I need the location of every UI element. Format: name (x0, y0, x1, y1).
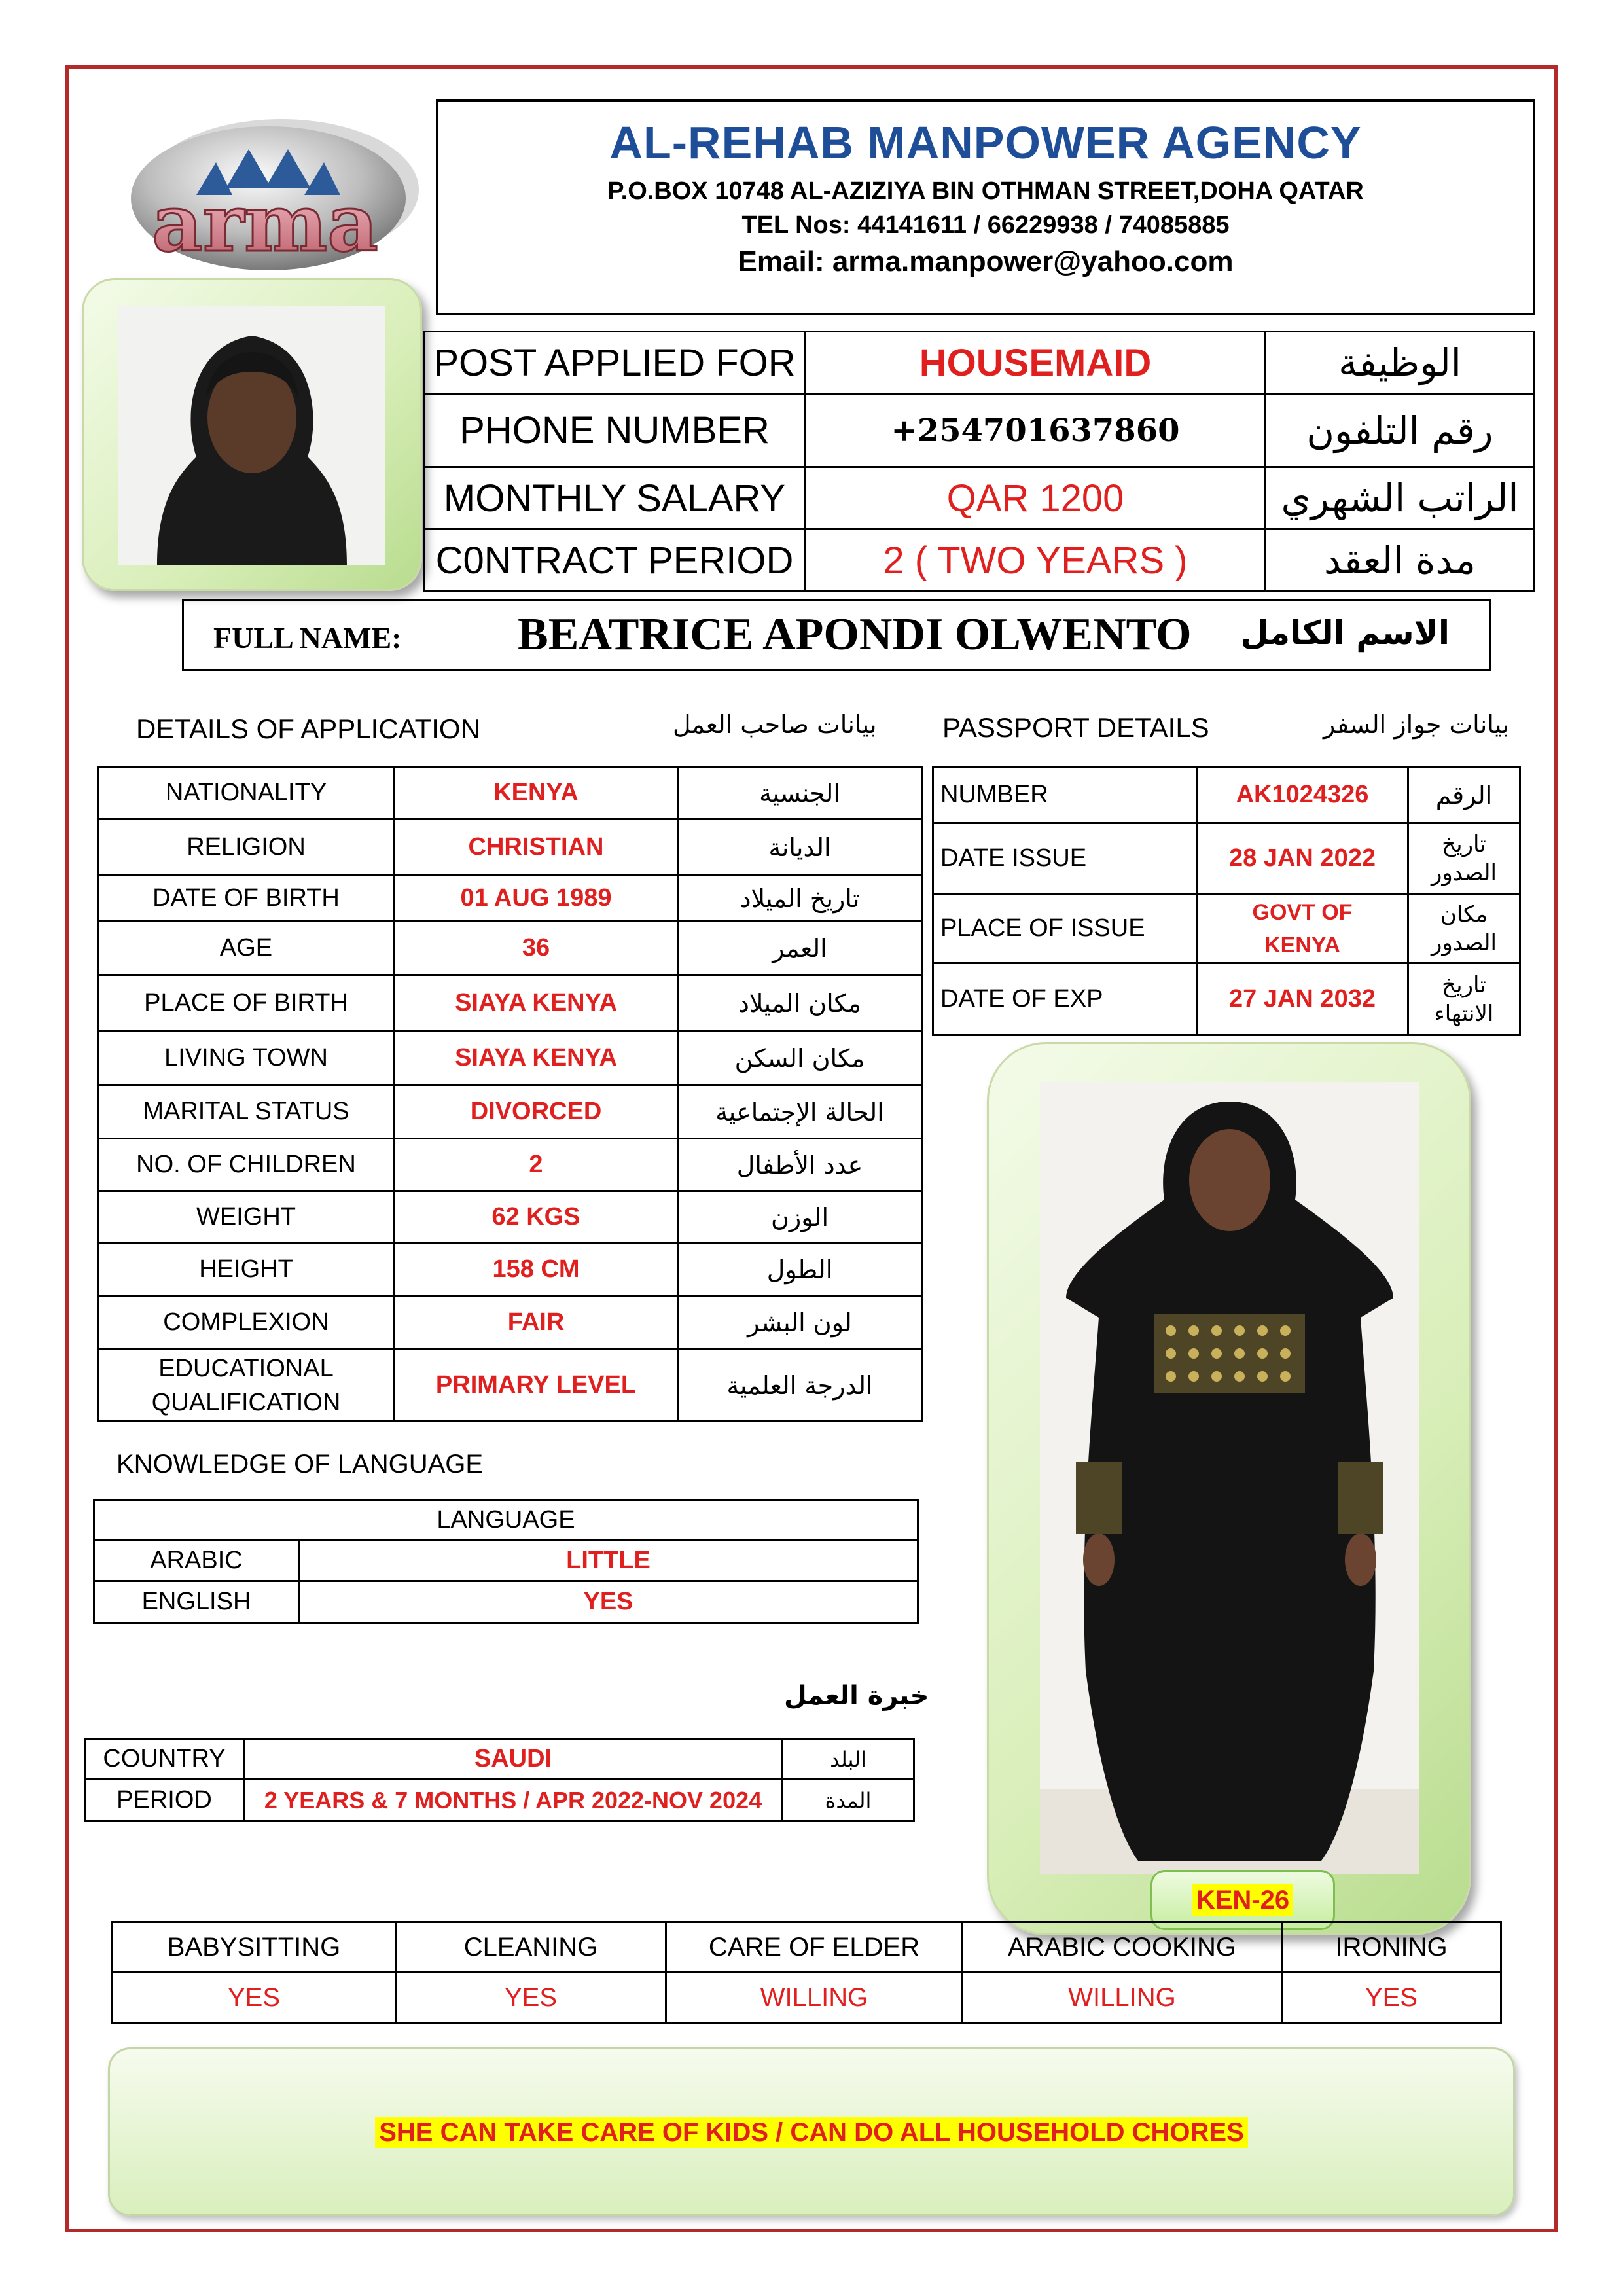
application-value: 01 AUG 1989 (395, 876, 678, 922)
application-arabic: الجنسية (678, 767, 922, 819)
skill-value: WILLING (963, 1973, 1282, 2023)
passport-value-line: GOVT OF (1252, 899, 1353, 925)
passport-arabic-line: تاريخ (1442, 831, 1486, 857)
job-arabic: مدة العقد (1266, 529, 1535, 592)
passport-title-arabic: بيانات جواز السفر (1323, 710, 1509, 739)
language-title: KNOWLEDGE OF LANGUAGE (116, 1450, 484, 1479)
portrait-photo-frame (82, 278, 422, 591)
job-label: C0NTRACT PERIOD (424, 529, 806, 592)
passport-row (933, 767, 1520, 823)
application-row (98, 1244, 922, 1296)
passport-label: DATE ISSUE (933, 823, 1197, 894)
experience-row (85, 1739, 914, 1780)
application-row (98, 1085, 922, 1139)
application-table (97, 766, 923, 1422)
job-arabic: الراتب الشهري (1266, 467, 1535, 529)
application-arabic: الحالة الإجتماعية (678, 1085, 922, 1139)
skill-name: ARABIC COOKING (963, 1922, 1282, 1973)
experience-arabic: المدة (783, 1780, 914, 1821)
application-value: CHRISTIAN (395, 819, 678, 876)
full-name-box (182, 599, 1491, 671)
application-row (98, 1139, 922, 1191)
language-name: ARABIC (94, 1541, 299, 1581)
job-value: HOUSEMAID (806, 332, 1266, 394)
job-info-table (423, 331, 1535, 592)
experience-title-arabic: خبرة العمل (784, 1681, 929, 1711)
agency-logo (118, 117, 432, 293)
application-label: WEIGHT (98, 1191, 395, 1244)
job-arabic: الوظيفة (1266, 332, 1535, 394)
application-value: 36 (395, 922, 678, 975)
job-row (424, 529, 1535, 592)
passport-arabic (1408, 823, 1520, 894)
experience-label: PERIOD (85, 1780, 244, 1821)
job-value: +254701637860 (806, 394, 1266, 467)
job-label: POST APPLIED FOR (424, 332, 806, 394)
application-arabic: العمر (678, 922, 922, 975)
application-row (98, 975, 922, 1031)
application-arabic: مكان السكن (678, 1031, 922, 1085)
job-label: PHONE NUMBER (424, 394, 806, 467)
passport-label: NUMBER (933, 767, 1197, 823)
application-label: AGE (98, 922, 395, 975)
passport-arabic-line: الصدور (1431, 929, 1497, 956)
skill-value: YES (1282, 1973, 1501, 2023)
application-row (98, 922, 922, 975)
application-value: SIAYA KENYA (395, 1031, 678, 1085)
application-label: PLACE OF BIRTH (98, 975, 395, 1031)
candidate-code: KEN-26 (1192, 1884, 1293, 1916)
passport-arabic (1408, 894, 1520, 963)
passport-row (933, 823, 1520, 894)
job-label: MONTHLY SALARY (424, 467, 806, 529)
language-row (94, 1541, 918, 1581)
application-value: 158 CM (395, 1244, 678, 1296)
passport-arabic: الرقم (1408, 767, 1520, 823)
application-arabic: تاريخ الميلاد (678, 876, 922, 922)
experience-arabic: البلد (783, 1739, 914, 1780)
application-row (98, 1350, 922, 1422)
job-row (424, 332, 1535, 394)
application-arabic: الديانة (678, 819, 922, 876)
application-value: 2 (395, 1139, 678, 1191)
agency-name: AL-REHAB MANPOWER AGENCY (609, 117, 1362, 168)
application-value: 62 KGS (395, 1191, 678, 1244)
full-name-label: FULL NAME: (213, 621, 402, 655)
skill-name: CARE OF ELDER (666, 1922, 963, 1973)
application-label: NO. OF CHILDREN (98, 1139, 395, 1191)
passport-value: AK1024326 (1197, 767, 1408, 823)
language-name: ENGLISH (94, 1581, 299, 1623)
language-header: LANGUAGE (94, 1500, 918, 1541)
application-arabic: لون البشر (678, 1296, 922, 1350)
logo-text: arma (152, 177, 378, 270)
passport-table (932, 766, 1521, 1036)
portrait-photo (118, 306, 385, 565)
job-value: 2 ( TWO YEARS ) (806, 529, 1266, 592)
application-label (98, 1350, 395, 1422)
application-label: NATIONALITY (98, 767, 395, 819)
job-arabic: رقم التلفون (1266, 394, 1535, 467)
passport-value: 28 JAN 2022 (1197, 823, 1408, 894)
application-value: KENYA (395, 767, 678, 819)
education-label-line: QUALIFICATION (151, 1388, 341, 1416)
application-value: FAIR (395, 1296, 678, 1350)
skills-value-row (113, 1973, 1501, 2023)
remarks-box (108, 2047, 1515, 2216)
skill-name: CLEANING (396, 1922, 666, 1973)
passport-arabic (1408, 963, 1520, 1035)
experience-value: SAUDI (244, 1739, 783, 1780)
application-label: COMPLEXION (98, 1296, 395, 1350)
skill-value: WILLING (666, 1973, 963, 2023)
language-level: LITTLE (299, 1541, 918, 1581)
application-value: PRIMARY LEVEL (395, 1350, 678, 1422)
passport-row (933, 894, 1520, 963)
job-row (424, 394, 1535, 467)
application-title-arabic: بيانات صاحب العمل (673, 710, 877, 739)
passport-label: DATE OF EXP (933, 963, 1197, 1035)
agency-phones: TEL Nos: 44141611 / 66229938 / 74085885 (741, 211, 1230, 239)
passport-arabic-line: مكان (1440, 901, 1488, 927)
agency-email: Email: arma.manpower@yahoo.com (738, 245, 1234, 278)
application-arabic: الدرجة العلمية (678, 1350, 922, 1422)
passport-arabic-line: الانتهاء (1434, 1000, 1494, 1027)
application-row (98, 1296, 922, 1350)
job-value: QAR 1200 (806, 467, 1266, 529)
passport-arabic-line: تاريخ (1442, 971, 1486, 998)
skill-value: YES (396, 1973, 666, 2023)
skills-table (111, 1921, 1502, 2024)
agency-address: P.O.BOX 10748 AL-AZIZIYA BIN OTHMAN STREET,DOHA QATAR (607, 177, 1364, 205)
application-arabic: الطول (678, 1244, 922, 1296)
application-value: SIAYA KENYA (395, 975, 678, 1031)
passport-value: 27 JAN 2032 (1197, 963, 1408, 1035)
experience-label: COUNTRY (85, 1739, 244, 1780)
application-label: LIVING TOWN (98, 1031, 395, 1085)
application-arabic: عدد الأطفال (678, 1139, 922, 1191)
remarks-text: SHE CAN TAKE CARE OF KIDS / CAN DO ALL HOUSEHOLD CHORES (375, 2117, 1248, 2148)
application-row (98, 1191, 922, 1244)
application-row (98, 876, 922, 922)
passport-value (1197, 894, 1408, 963)
passport-label: PLACE OF ISSUE (933, 894, 1197, 963)
application-label: DATE OF BIRTH (98, 876, 395, 922)
application-title: DETAILS OF APPLICATION (136, 713, 480, 744)
agency-header (436, 99, 1535, 315)
skills-header-row (113, 1922, 1501, 1973)
application-arabic: الوزن (678, 1191, 922, 1244)
full-body-photo-frame (987, 1042, 1471, 1935)
experience-value: 2 YEARS & 7 MONTHS / APR 2022-NOV 2024 (244, 1780, 783, 1821)
skill-name: BABYSITTING (113, 1922, 396, 1973)
job-row (424, 467, 1535, 529)
application-label: HEIGHT (98, 1244, 395, 1296)
skill-value: YES (113, 1973, 396, 2023)
passport-title: PASSPORT DETAILS (942, 712, 1209, 743)
language-header-row (94, 1500, 918, 1541)
full-name-arabic: الاسم الكامل (1240, 614, 1450, 652)
skill-name: IRONING (1282, 1922, 1501, 1973)
education-label-line: EDUCATIONAL (158, 1354, 334, 1382)
application-arabic: مكان الميلاد (678, 975, 922, 1031)
application-row (98, 767, 922, 819)
application-row (98, 819, 922, 876)
application-value: DIVORCED (395, 1085, 678, 1139)
application-label: MARITAL STATUS (98, 1085, 395, 1139)
full-name-value: BEATRICE APONDI OLWENTO (518, 609, 1192, 660)
passport-arabic-line: الصدور (1431, 859, 1497, 886)
experience-table (84, 1738, 915, 1822)
language-level: YES (299, 1581, 918, 1623)
full-body-photo (1040, 1082, 1419, 1874)
language-row (94, 1581, 918, 1623)
application-label: RELIGION (98, 819, 395, 876)
passport-value-line: KENYA (1264, 932, 1340, 958)
language-table (93, 1499, 919, 1624)
application-row (98, 1031, 922, 1085)
experience-row (85, 1780, 914, 1821)
passport-row (933, 963, 1520, 1035)
